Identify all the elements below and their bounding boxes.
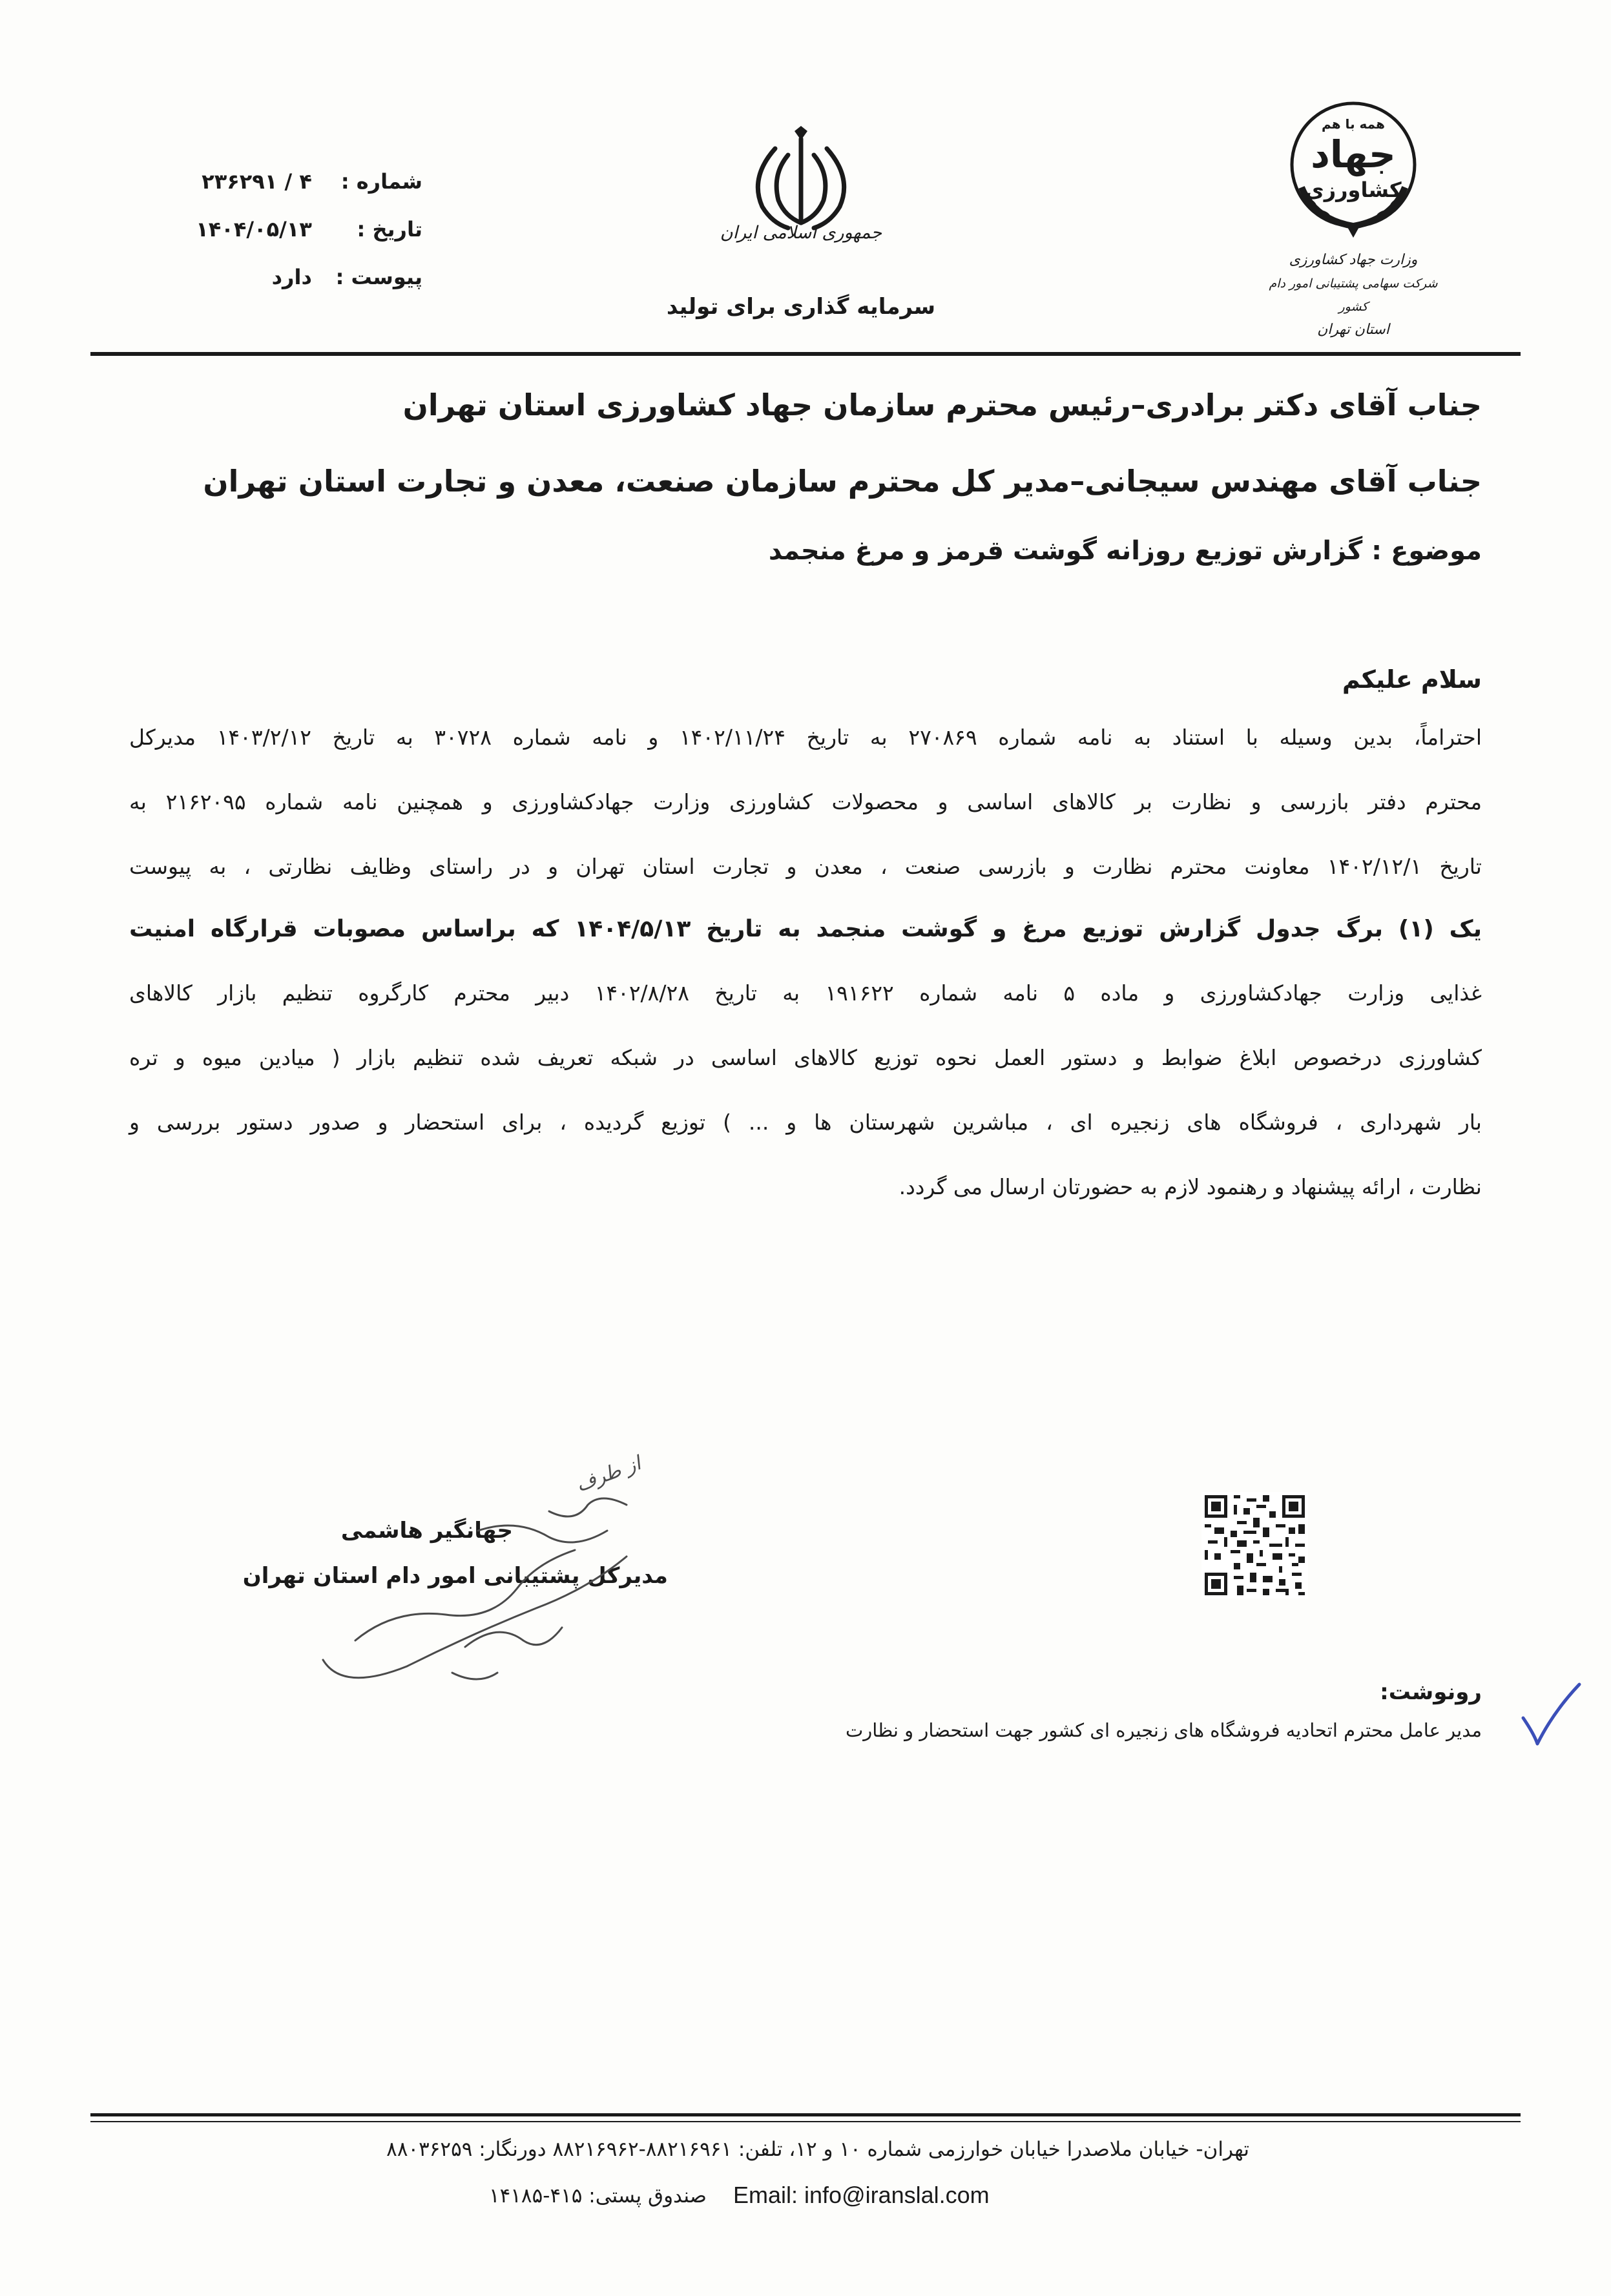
- body-line-1: احتراماً، بدین وسیله با استناد به نامه شماره ۲۷۰۸۶۹ به تاریخ ۱۴۰۲/۱۱/۲۴ و نامه شماره ۳۰۷۲۸ به تاریخ ۱۴۰۳/۲/۱۲ مدیرکل: [129, 725, 1482, 750]
- footer-postbox: صندوق پستی: ۴۱۵-۱۴۱۸۵: [488, 2184, 707, 2208]
- org-line-company: شرکت سهامی پشتیبانی امور دام کشور: [1269, 276, 1438, 314]
- body-line-7: بار شهرداری ، فروشگاه های زنجیره ای ، مباشرین شهرستان ها و ... ) توزیع گردیده ، برای استحضار و صدور دستور بررسی و: [129, 1110, 1482, 1135]
- handwritten-note: از طرف: [573, 1452, 644, 1496]
- letter-date-value: ۱۴۰۴/۰۵/۱۳: [196, 217, 312, 242]
- logo-top-text: همه با هم: [1322, 116, 1385, 132]
- slogan: سرمایه گذاری برای تولید: [666, 294, 936, 320]
- org-line-ministry: وزارت جهاد کشاورزی: [1289, 252, 1418, 268]
- body-line-3: تاریخ ۱۴۰۲/۱۲/۱ معاونت محترم نظارت و بازرسی صنعت ، معدن و تجارت استان تهران و در راستای وظایف نظارتی ، به پیوست: [129, 854, 1482, 879]
- signer-name: جهانگیر هاشمی: [340, 1518, 513, 1544]
- subject-line: موضوع : گزارش توزیع روزانه گوشت قرمز و مرغ منجمد: [768, 536, 1482, 566]
- body-line-6: کشاورزی درخصوص ابلاغ ضوابط و دستور العمل نحوه توزیع کالاهای اساسی در شبکه تعریف شده تنظیم بازار ( میادین میوه و تره: [129, 1045, 1482, 1070]
- body-line-5: غذایی وزارت جهادکشاورزی و ماده ۵ نامه شماره ۱۹۱۶۲۲ به تاریخ ۱۴۰۲/۸/۲۸ دبیر محترم کارگروه تنظیم بازار کالاهای: [129, 980, 1482, 1006]
- cc-text: مدیر عامل محترم اتحادیه فروشگاه های زنجیره ای کشور جهت استحضار و نظارت: [845, 1719, 1482, 1741]
- letter-number-value: ۴ / ۲۳۶۲۹۱: [202, 169, 312, 194]
- check-mark-icon: [1518, 1679, 1583, 1750]
- recipient-2: جناب آقای مهندس سیجانی–مدیر کل محترم سازمان صنعت، معدن و تجارت استان تهران: [203, 464, 1482, 499]
- letter-date-label: تاریخ :: [357, 217, 422, 242]
- jahad-logo: [1282, 97, 1424, 239]
- letter-number-label: شماره :: [340, 169, 422, 194]
- signer-title: مدیرکل پشتیبانی امور دام استان تهران: [242, 1563, 668, 1589]
- iran-emblem-icon: [743, 126, 859, 236]
- logo-main-text: جهاد: [1311, 132, 1396, 176]
- letter-number: [202, 169, 422, 194]
- recipient-1: جناب آقای دکتر برادری–رئیس محترم سازمان جهاد کشاورزی استان تهران: [402, 388, 1482, 422]
- footer-divider-thick: [90, 2113, 1521, 2116]
- body-line-4: یک (۱) برگ جدول گزارش توزیع مرغ و گوشت منجمد به تاریخ ۱۴۰۴/۵/۱۳ که براساس مصوبات قرارگاه امنیت: [129, 916, 1482, 942]
- emblem-caption: جمهوری اسلامی ایران: [720, 223, 882, 243]
- footer-address: تهران- خیابان ملاصدرا خیابان خوارزمی شماره ۱۰ و ۱۲، تلفن: ۸۸۲۱۶۹۶۱-۸۸۲۱۶۹۶۲ دورنگار: ۸۸۰۳۶۲۵۹: [386, 2138, 1249, 2161]
- body-line-8: نظارت ، ارائه پیشنهاد و رهنمود لازم به حضورتان ارسال می گردد.: [899, 1174, 1482, 1199]
- greeting: سلام علیکم: [1342, 665, 1482, 694]
- logo-sub-text: کشاورزی: [1305, 178, 1402, 202]
- footer-divider-thin: [90, 2121, 1521, 2122]
- letter-attachment-label: پیوست :: [335, 265, 422, 289]
- letter-attachment: [272, 265, 422, 289]
- letter-date: [196, 217, 422, 242]
- header-divider: [90, 352, 1521, 356]
- handwritten-signature-icon: [304, 1479, 665, 1699]
- qr-code-icon: [1201, 1492, 1308, 1598]
- org-lines: [1266, 249, 1440, 342]
- body-line-2: محترم دفتر بازرسی و نظارت بر کالاهای اساسی و محصولات کشاورزی وزارت جهادکشاورزی و همچنین نامه شماره ۲۱۶۲۰۹۵ به: [129, 789, 1482, 814]
- org-line-province: استان تهران: [1317, 322, 1389, 338]
- letter-attachment-value: دارد: [271, 265, 312, 289]
- footer-email[interactable]: Email: info@iranslal.com: [733, 2182, 990, 2208]
- cc-label: رونوشت:: [1380, 1679, 1482, 1705]
